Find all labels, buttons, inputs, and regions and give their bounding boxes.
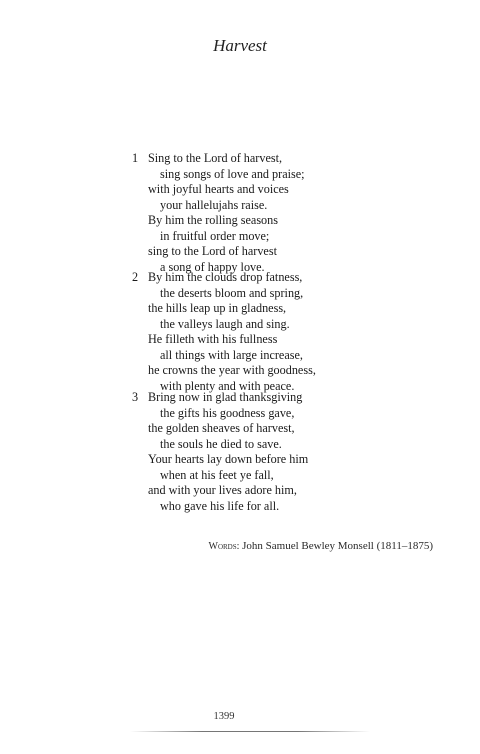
verse-line: By him the clouds drop fatness, <box>148 270 303 284</box>
verse-line: Sing to the Lord of harvest, <box>148 151 283 165</box>
verse-line: the gifts his goodness gave, <box>160 405 295 420</box>
stanza-number: 1 <box>132 151 139 165</box>
verse-line: the souls he died to save. <box>160 436 282 451</box>
credit-author: John Samuel Bewley Monsell (1811–1875) <box>242 540 433 552</box>
verse-line: By him the rolling seasons <box>148 213 278 227</box>
verse-line: the deserts bloom and spring, <box>160 285 304 300</box>
stanza-3 <box>132 390 308 514</box>
stanza-number: 3 <box>132 390 139 404</box>
verse-line: with plenty and with peace. <box>160 378 295 393</box>
stanza-1 <box>132 151 305 275</box>
page-number: 1399 <box>213 711 235 722</box>
verse-line: He filleth with his fullness <box>148 332 278 346</box>
verse-line: when at his feet ye fall, <box>160 467 274 482</box>
words-credit <box>0 540 433 552</box>
verse-line: sing to the Lord of harvest <box>148 244 277 258</box>
hymn-title: Harvest <box>213 36 267 55</box>
verse-line: who gave his life for all. <box>160 498 280 513</box>
verse-line: the valleys laugh and sing. <box>160 316 290 331</box>
footer-rule <box>130 731 370 732</box>
stanza-number: 2 <box>132 270 139 284</box>
verse-line: with joyful hearts and voices <box>148 182 289 196</box>
verse-line: Bring now in glad thanksgiving <box>148 390 303 404</box>
verse-line: he crowns the year with goodness, <box>148 363 316 377</box>
verse-line: a song of happy love. <box>160 259 265 274</box>
verse-line: sing songs of love and praise; <box>160 166 305 181</box>
verse-line: your hallelujahs raise. <box>160 197 268 212</box>
credit-label: Words: <box>208 541 240 552</box>
verse-line: the hills leap up in gladness, <box>148 301 287 315</box>
verse-line: in fruitful order move; <box>160 228 270 243</box>
verse-line: the golden sheaves of harvest, <box>148 421 295 435</box>
verse-line: all things with large increase, <box>160 347 303 362</box>
stanza-2 <box>132 270 316 394</box>
verse-line: and with your lives adore him, <box>148 483 297 497</box>
verse-line: Your hearts lay down before him <box>148 452 309 466</box>
